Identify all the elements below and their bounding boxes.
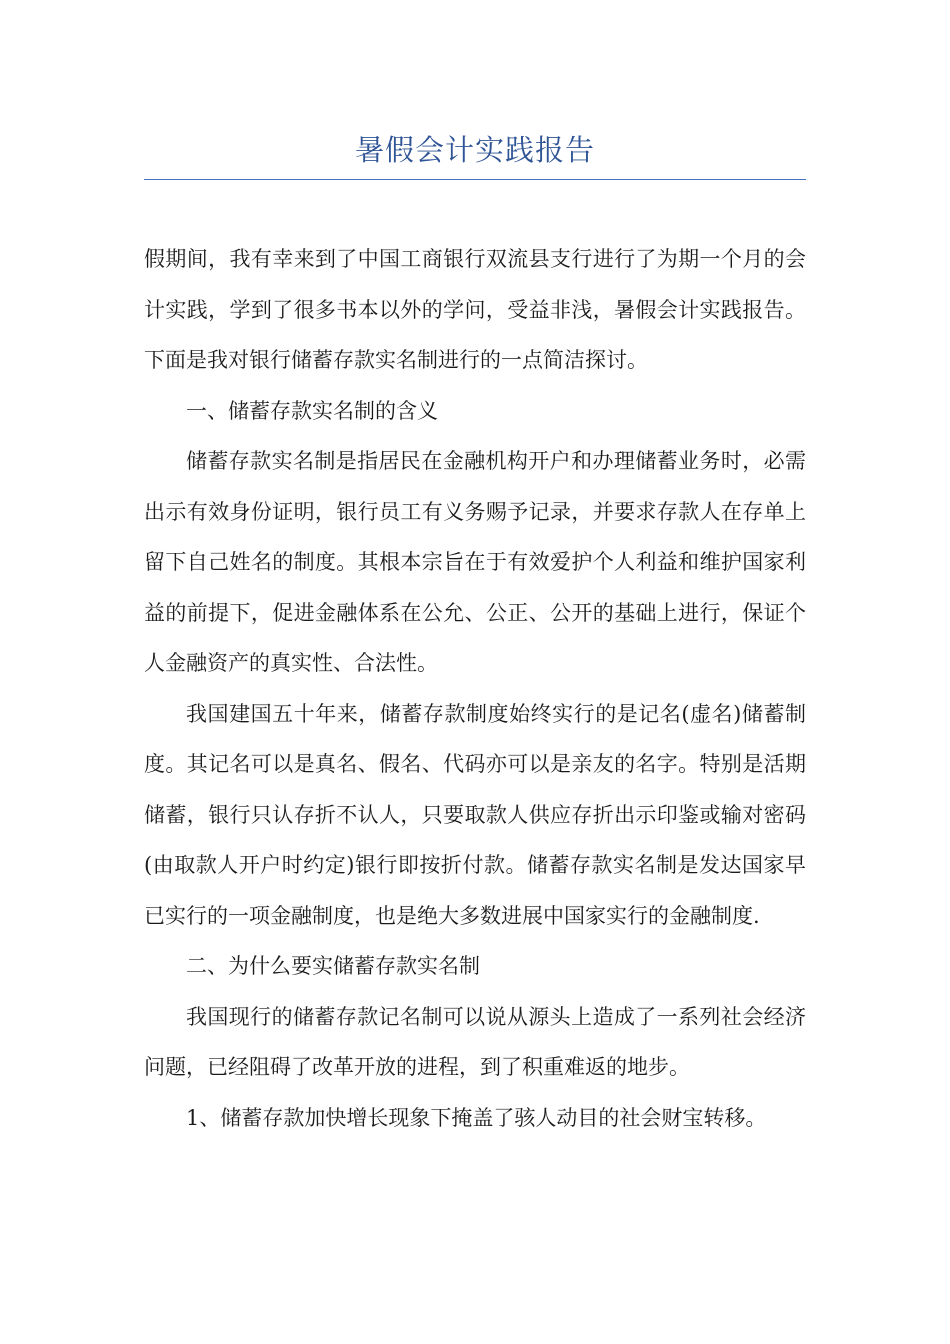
paragraph-definition: 储蓄存款实名制是指居民在金融机构开户和办理储蓄业务时，必需出示有效身份证明，银行员工有义务赐予记录，并要求存款人在存单上留下自己姓名的制度。其根本宗旨在于有效爱护个人利益和维护国家利益的前提下，促进金融体系在公允、公正、公开的基础上进行，保证个人金融资产的真实性、合法性。 — [144, 449, 806, 675]
paragraph-intro: 假期间，我有幸来到了中国工商银行双流县支行进行了为期一个月的会计实践，学到了很多书本以外的学问，受益非浅，暑假会计实践报告。下面是我对银行储蓄存款实名制进行的一点简洁探讨。 — [144, 247, 806, 372]
paragraph-history: 我国建国五十年来，储蓄存款制度始终实行的是记名(虚名)储蓄制度。其记名可以是真名、假名、代码亦可以是亲友的名字。特别是活期储蓄，银行只认存折不认人，只要取款人供应存折出示印鉴或输对密码(由取款人开户时约定)银行即按折付款。储蓄存款实名制是发达国家早已实行的一项金融制度，也是绝大多数进展中国家实行的金融制度. — [144, 701, 806, 928]
paragraph-problems: 我国现行的储蓄存款记名制可以说从源头上造成了一系列社会经济问题，已经阻碍了改革开放的进程，到了积重难返的地步。 — [144, 1004, 806, 1079]
title-underline — [144, 179, 806, 180]
section-heading-1: 一、储蓄存款实名制的含义 — [186, 398, 438, 423]
document-body — [144, 234, 806, 1143]
document-title: 暑假会计实践报告 — [354, 133, 595, 167]
section-heading-2: 二、为什么要实储蓄存款实名制 — [186, 954, 480, 978]
list-item-1: 1、储蓄存款加快增长现象下掩盖了骇人动目的社会财宝转移。 — [186, 1105, 767, 1130]
